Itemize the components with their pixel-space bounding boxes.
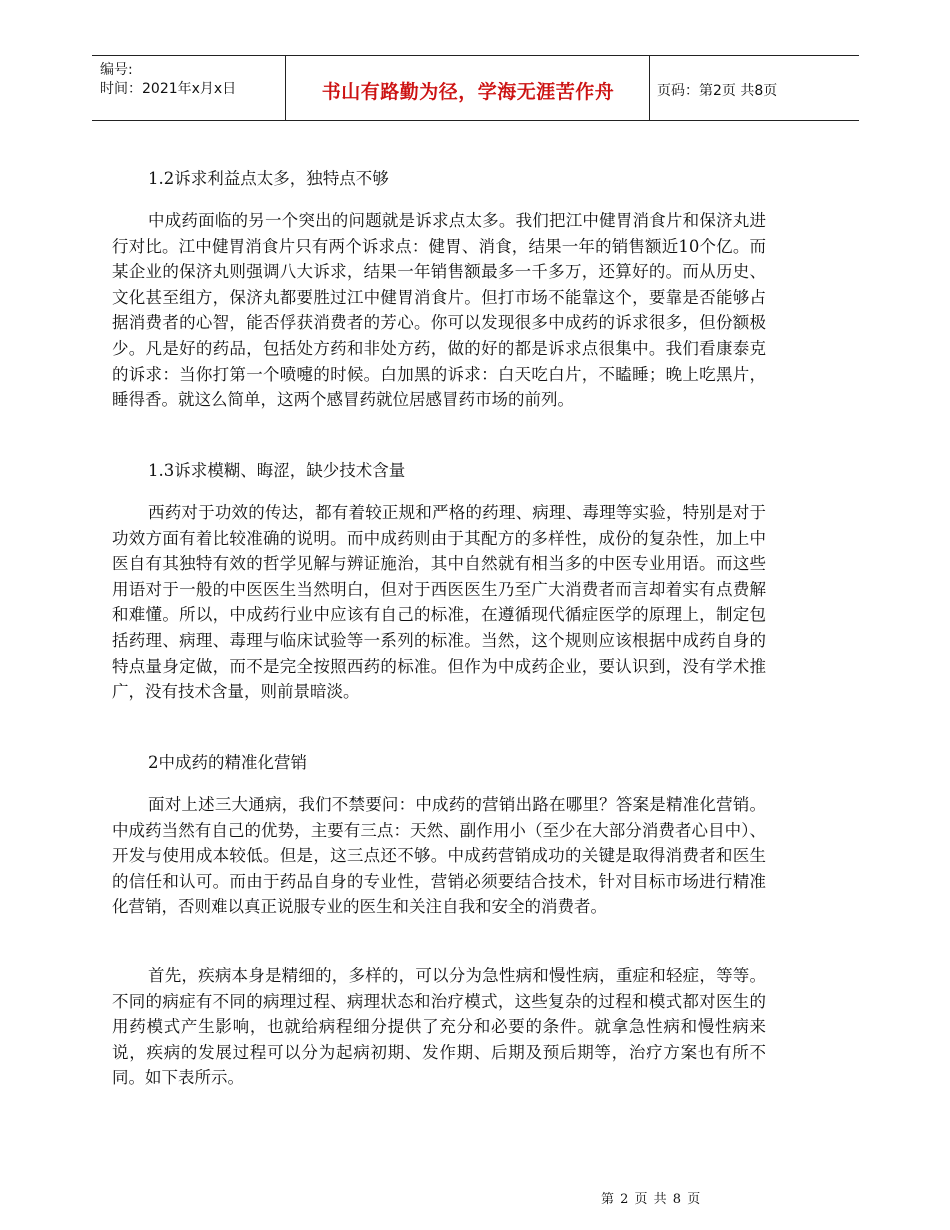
page-info: 页码：第2页 共8页: [657, 83, 778, 99]
header-table: [92, 55, 859, 121]
date-label: 时间：2021年x月x日: [100, 81, 237, 97]
page-footer: 第 2 页 共 8 页: [601, 1192, 702, 1207]
body-paragraph: 面对上述三大通病，我们不禁要问：中成药的营销出路在哪里？答案是精准化营销。中成药当然有自己的优势，主要有三点：天然、副作用小（至少在大部分消费者心目中）、开发与使用成本较低。但是，这三点还不够。中成药营销成功的关键是取得消费者和医生的信任和认可。而由于药品自身的专业性，营销必须要结合技术，针对目标市场进行精准化营销，否则难以真正说服专业的医生和关注自我和安全的消费者。: [112, 795, 766, 917]
motto-text: 书山有路勤为径，学海无涯苦作舟: [321, 81, 615, 103]
section-heading: 2中成药的精准化营销: [148, 753, 307, 772]
header-page-cell: [650, 56, 859, 120]
number-label: 编号:: [100, 62, 133, 78]
section-heading: 1.2诉求利益点太多，独特点不够: [148, 169, 389, 188]
header-motto-cell: [286, 56, 650, 120]
section-heading: 1.3诉求模糊、晦涩，缺少技术含量: [148, 461, 406, 480]
body-paragraph: 西药对于功效的传达，都有着较正规和严格的药理、病理、毒理等实验，特别是对于功效方面有着比较准确的说明。而中成药则由于其配方的多样性，成份的复杂性，加上中医自有其独特有效的哲学见解与辨证施治，其中自然就有相当多的中医专业用语。而这些用语对于一般的中医医生当然明白，但对于西医医生乃至广大消费者而言却着实有点费解和难懂。所以，中成药行业中应该有自己的标准，在遵循现代循症医学的原理上，制定包括药理、病理、毒理与临床试验等一系列的标准。当然，这个规则应该根据中成药自身的特点量身定做，而不是完全按照西药的标准。但作为中成药企业，要认识到，没有学术推广，没有技术含量，则前景暗淡。: [112, 503, 766, 702]
body-paragraph: 中成药面临的另一个突出的问题就是诉求点太多。我们把江中健胃消食片和保济丸进行对比。江中健胃消食片只有两个诉求点：健胃、消食，结果一年的销售额近10个亿。而某企业的保济丸则强调八大诉求，结果一年销售额最多一千多万，还算好的。而从历史、文化甚至组方，保济丸都要胜过江中健胃消食片。但打市场不能靠这个，要靠是否能够占据消费者的心智，能否俘获消费者的芳心。你可以发现很多中成药的诉求很多，但份额极少。凡是好的药品，包括处方药和非处方药，做的好的都是诉求点很集中。我们看康泰克的诉求：当你打第一个喷嚏的时候。白加黑的诉求：白天吃白片，不瞌睡；晚上吃黑片，睡得香。就这么简单，这两个感冒药就位居感冒药市场的前列。: [112, 211, 766, 410]
body-paragraph: 首先，疾病本身是精细的，多样的，可以分为急性病和慢性病，重症和轻症，等等。不同的病症有不同的病理过程、病理状态和治疗模式，这些复杂的过程和模式都对医生的用药模式产生影响，也就给病程细分提供了充分和必要的条件。就拿急性病和慢性病来说，疾病的发展过程可以分为起病初期、发作期、后期及预后期等，治疗方案也有所不同。如下表所示。: [112, 966, 766, 1088]
header-left-cell: [92, 56, 286, 120]
